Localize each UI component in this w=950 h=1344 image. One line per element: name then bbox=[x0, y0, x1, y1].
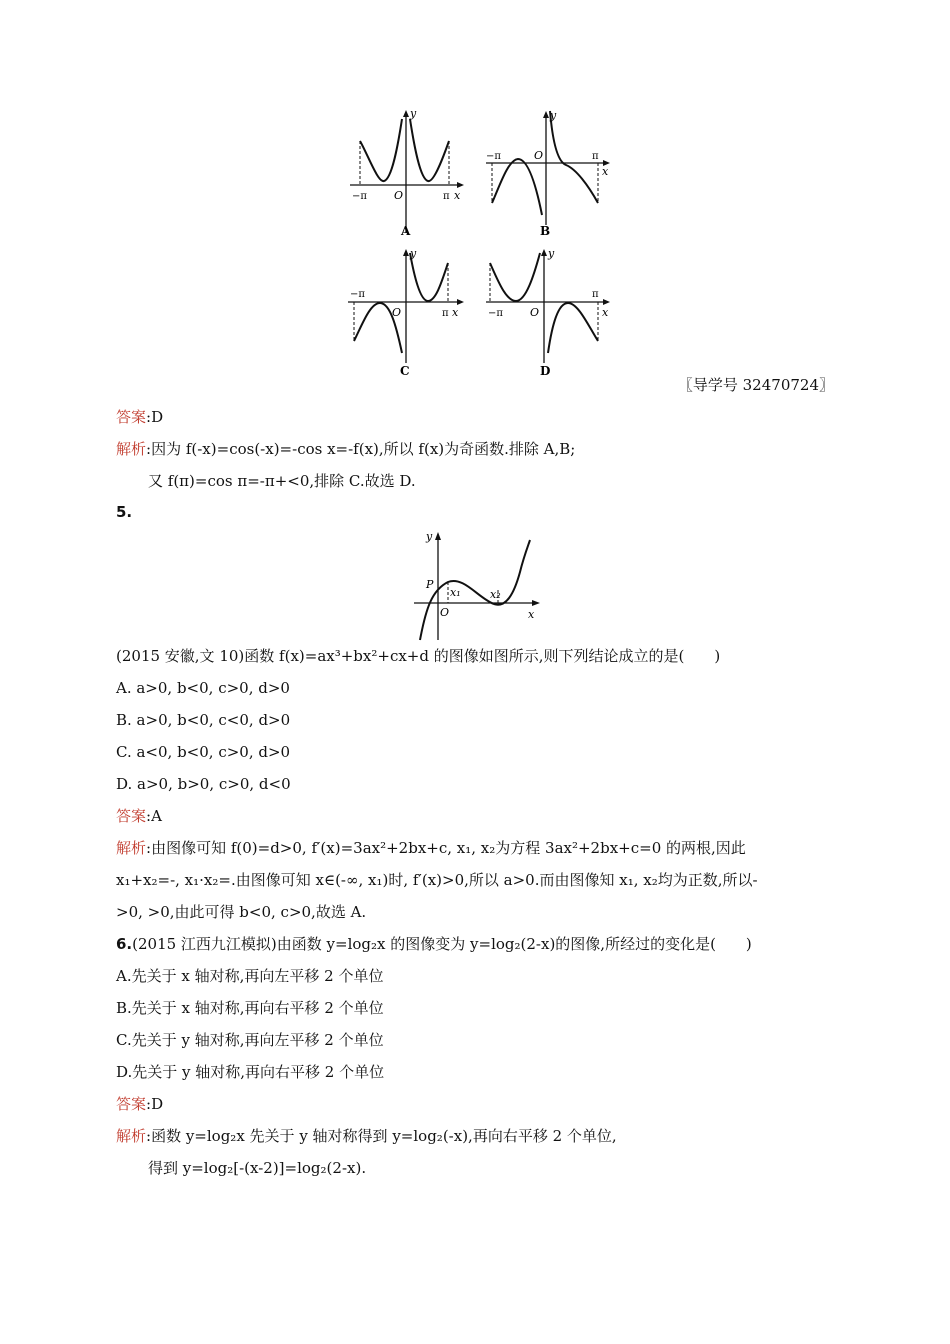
q5-answer bbox=[116, 806, 162, 826]
analysis-text: :因为 f(-x)=cos(-x)=-cos x=-f(x),所以 f(x)为奇函数.排除 A,B; bbox=[146, 440, 576, 458]
q5-analysis-line-3: >0, >0,由此可得 b<0, c>0,故选 A. bbox=[116, 903, 367, 921]
q5-x2-label: x₂ bbox=[490, 588, 501, 601]
analysis-label: 解析 bbox=[116, 440, 147, 458]
q4-analysis-line-2: 又 f(π)=cos π=-π+<0,排除 C.故选 D. bbox=[148, 472, 416, 490]
guide-number: 〖导学号 32470724〗 bbox=[677, 376, 834, 394]
q5-option-c: C. a<0, b<0, c>0, d>0 bbox=[116, 743, 291, 761]
graph-b-label: B bbox=[540, 224, 551, 238]
answer-value: :D bbox=[146, 1095, 164, 1113]
answer-value: :A bbox=[146, 807, 162, 825]
q5-analysis-line-1 bbox=[116, 838, 746, 858]
q6-stem: (2015 江西九江模拟)由函数 y=log₂x 的图像变为 y=log₂(2-x)的图像,所经过的变化是( ) bbox=[132, 935, 752, 953]
q6-stem-row bbox=[116, 934, 752, 954]
analysis-label: 解析 bbox=[116, 839, 147, 857]
answer-value: :D bbox=[146, 408, 164, 426]
q6-number: 6. bbox=[116, 935, 133, 953]
q5-stem: (2015 安徽,文 10)函数 f(x)=ax³+bx²+cx+d 的图像如图所示,则下列结论成立的是( ) bbox=[116, 647, 721, 665]
q5-option-d: D. a>0, b>0, c>0, d<0 bbox=[116, 775, 291, 793]
analysis-label: 解析 bbox=[116, 1127, 147, 1145]
graph-a-origin: O bbox=[394, 189, 404, 202]
graph-c-label: C bbox=[400, 364, 410, 378]
graph-b-pi: π bbox=[592, 151, 599, 162]
graph-a-x-label: x bbox=[454, 189, 461, 202]
graph-d-neg-pi: −π bbox=[488, 308, 503, 319]
graph-d-pi: π bbox=[592, 289, 599, 300]
graph-d-y-label: y bbox=[548, 247, 555, 260]
graph-c-neg-pi: −π bbox=[350, 289, 365, 300]
q6-option-c: C.先关于 y 轴对称,再向左平移 2 个单位 bbox=[116, 1031, 384, 1049]
graph-a bbox=[350, 107, 464, 238]
answer-label: 答案 bbox=[116, 408, 147, 426]
graph-c-pi: π bbox=[442, 308, 449, 319]
graph-b-origin: O bbox=[534, 149, 544, 162]
analysis-text: :由图像可知 f(0)=d>0, f′(x)=3ax²+2bx+c, x₁, x₂为方程 3ax²+2bx+c=0 的两根,因此 bbox=[146, 839, 746, 857]
graph-a-y-label: y bbox=[410, 107, 417, 120]
q6-option-b: B.先关于 x 轴对称,再向右平移 2 个单位 bbox=[116, 999, 384, 1017]
graph-c-y-label: y bbox=[410, 247, 417, 260]
q5-option-b: B. a>0, b<0, c<0, d>0 bbox=[116, 711, 291, 729]
graph-d-x-label: x bbox=[602, 306, 609, 319]
q4-analysis-line-1 bbox=[116, 439, 575, 459]
q5-p-label: P bbox=[426, 578, 434, 591]
q6-analysis-line-1 bbox=[116, 1126, 617, 1146]
graph-a-neg-pi: −π bbox=[352, 191, 367, 202]
q6-analysis-line-2: 得到 y=log₂[-(x-2)]=log₂(2-x). bbox=[148, 1159, 367, 1177]
graph-b-y-label: y bbox=[550, 109, 557, 122]
q5-y-label: y bbox=[426, 530, 433, 543]
answer-label: 答案 bbox=[116, 1095, 147, 1113]
q5-x-label: x bbox=[528, 608, 535, 621]
graph-b-x-label: x bbox=[602, 165, 609, 178]
q6-answer bbox=[116, 1094, 163, 1114]
graph-a-label: A bbox=[401, 224, 411, 238]
graph-c bbox=[348, 247, 464, 378]
q4-answer bbox=[116, 407, 163, 427]
q5-figure bbox=[410, 528, 545, 643]
graph-a-pi: π bbox=[443, 191, 450, 202]
q4-figure bbox=[340, 105, 620, 380]
q6-option-a: A.先关于 x 轴对称,再向左平移 2 个单位 bbox=[116, 967, 384, 985]
q5-number: 5. bbox=[116, 503, 133, 521]
q5-analysis-line-2: x₁+x₂=-, x₁·x₂=.由图像可知 x∈(-∞, x₁)时, f′(x)>0,所以 a>0.而由图像知 x₁, x₂均为正数,所以- bbox=[116, 871, 758, 889]
graph-d bbox=[486, 247, 610, 378]
answer-label: 答案 bbox=[116, 807, 147, 825]
analysis-text: :函数 y=log₂x 先关于 y 轴对称得到 y=log₂(-x),再向右平移 2 个单位, bbox=[146, 1127, 617, 1145]
q5-origin-label: O bbox=[440, 606, 450, 619]
graph-d-origin: O bbox=[530, 306, 540, 319]
q6-option-d: D.先关于 y 轴对称,再向右平移 2 个单位 bbox=[116, 1063, 385, 1081]
graph-c-origin: O bbox=[392, 306, 402, 319]
graph-b-neg-pi: −π bbox=[486, 151, 501, 162]
q5-x1-label: x₁ bbox=[450, 586, 461, 599]
graph-b bbox=[486, 109, 610, 238]
graph-d-label: D bbox=[540, 364, 551, 378]
graph-c-x-label: x bbox=[452, 306, 459, 319]
q5-option-a: A. a>0, b<0, c>0, d>0 bbox=[116, 679, 290, 697]
